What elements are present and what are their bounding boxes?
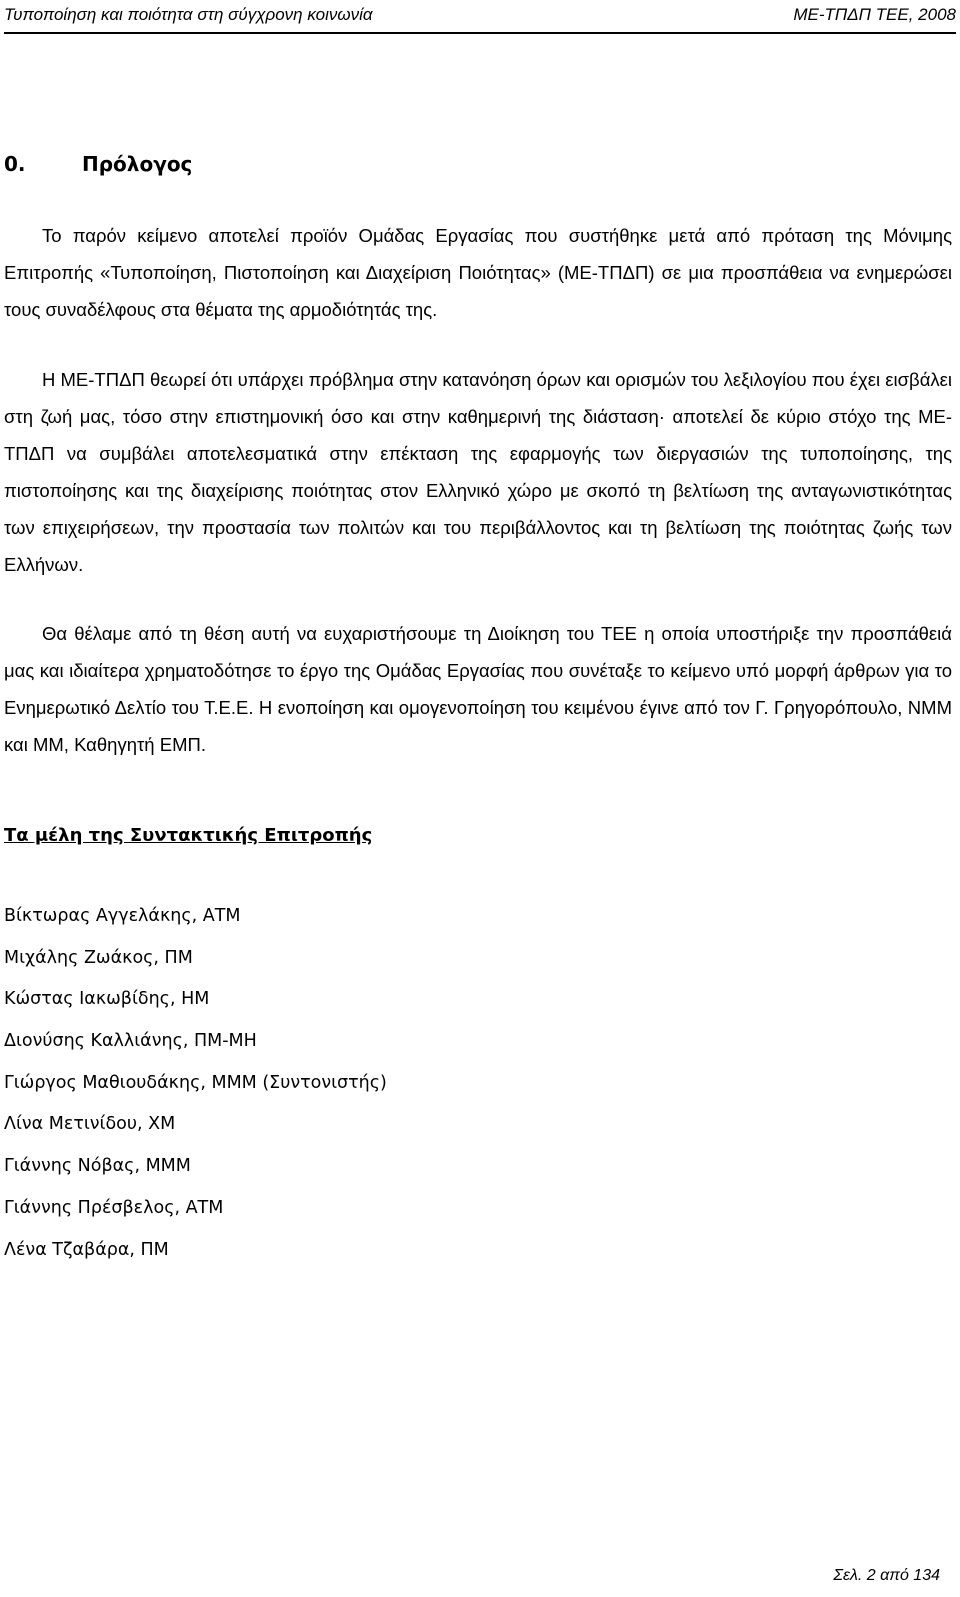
- running-header: [4, 4, 956, 34]
- paragraph-intro: Το παρόν κείμενο αποτελεί προϊόν Ομάδας Εργασίας που συστήθηκε μετά από πρόταση της Μόνιμης Επιτροπής «Τυποποίηση, Πιστοποίηση και Διαχείριση Ποιότητας» (ΜΕ-ΤΠΔΠ) σε μια προσπάθεια να ενημερώσει τους συναδέλφους στα θέματα της αρμοδιότητάς της.: [4, 225, 952, 320]
- committee-member-list: [4, 896, 387, 1271]
- section-number: 0.: [4, 152, 26, 176]
- header-edition: ΜΕ-ΤΠΔΠ ΤΕΕ, 2008: [793, 5, 956, 24]
- section-heading: [4, 150, 192, 178]
- paragraph-purpose: Η ΜΕ-ΤΠΔΠ θεωρεί ότι υπάρχει πρόβλημα στην κατανόηση όρων και ορισμών του λεξιλογίου που έχει εισβάλει στη ζωή μας, τόσο στην επιστημονική όσο και στην καθημερινή της διάσταση· αποτελεί δε κύριο στόχο της ΜΕ-ΤΠΔΠ να συμβάλει αποτελεσματικά στην επέκταση της εφαρμογής των διεργασιών της τυποποίησης, της πιστοποίησης και της διαχείρισης ποιότητας στον Ελληνικό χώρο με σκοπό τη βελτίωση της ανταγωνιστικότητας των επιχειρήσεων, την προστασία των πολιτών και του περιβάλλοντος και τη βελτίωση της ποιότητας ζωής των Ελλήνων.: [4, 369, 952, 575]
- list-item: Βίκτωρας Αγγελάκης, ΑΤΜ: [4, 906, 241, 926]
- list-item: Μιχάλης Ζωάκος, ΠΜ: [4, 947, 193, 968]
- paragraph-acknowledgements: Θα θέλαμε από τη θέση αυτή να ευχαριστήσουμε τη Διοίκηση του ΤΕΕ η οποία υποστήριξε την προσπάθειά μας και ιδιαίτερα χρηματοδότησε το έργο της Ομάδας Εργασίας που συνέταξε το κείμενο υπό μορφή άρθρων για το Ενημερωτικό Δελτίο του Τ.Ε.Ε. Η ενοποίηση και ομογενοποίηση του κειμένου έγινε από τον Γ. Γρηγορόπουλο, ΝΜΜ και ΜΜ, Καθηγητή ΕΜΠ.: [4, 623, 952, 755]
- list-item: Γιάννης Νόβας, ΜΜΜ: [4, 1156, 191, 1177]
- list-item: Κώστας Ιακωβίδης, ΗΜ: [4, 989, 210, 1010]
- page-number: Σελ. 2 από 134: [833, 1567, 940, 1584]
- list-item: Λίνα Μετινίδου, ΧΜ: [4, 1114, 176, 1135]
- list-item: Γιώργος Μαθιουδάκης, ΜΜΜ (Συντονιστής): [4, 1072, 387, 1093]
- list-item: Γιάννης Πρέσβελος, ΑΤΜ: [4, 1197, 224, 1218]
- committee-title: Τα μέλη της Συντακτικής Επιτροπής: [4, 825, 373, 846]
- list-item: Διονύσης Καλλιάνης, ΠΜ-ΜΗ: [4, 1031, 257, 1052]
- header-title: Τυποποίηση και ποιότητα στη σύγχρονη κοινωνία: [4, 5, 373, 24]
- section-title: Πρόλογος: [82, 152, 193, 176]
- list-item: Λένα Τζαβάρα, ΠΜ: [4, 1239, 169, 1260]
